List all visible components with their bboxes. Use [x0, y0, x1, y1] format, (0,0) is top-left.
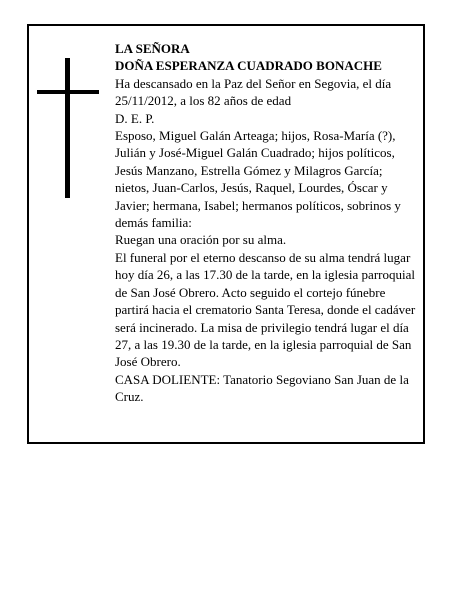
prayer-request: Ruegan una oración por su alma. [115, 232, 287, 248]
family-list: Esposo, Miguel Galán Arteaga; hijos, Rosa-María (?), Julián y José-Miguel Galán Cuadrado; hijos políticos, Jesús Manzano, Estrella Gómez y Milagros García; nietos, Juan-Carlos, Jesús, Raquel, Lourdes, Óscar y Javier; hermana, Isabel; hermanos políticos, sobrinos y demás familia: [115, 128, 401, 231]
cross-vertical-bar [65, 58, 70, 198]
deceased-title: LA SEÑORA [115, 41, 190, 56]
obituary-text [115, 40, 417, 406]
casa-doliente: CASA DOLIENTE: Tanatorio Segoviano San Juan de la Cruz. [115, 371, 409, 405]
deceased-name: DOÑA ESPERANZA CUADRADO BONACHE [115, 58, 382, 74]
latin-cross-icon [37, 58, 99, 198]
dep-line: D. E. P. [115, 110, 155, 126]
cross-horizontal-bar [37, 90, 99, 94]
death-statement: Ha descansado en la Paz del Señor en Segovia, el día 25/11/2012, a los 82 años de edad [115, 75, 392, 109]
funeral-details: El funeral por el eterno descanso de su alma tendrá lugar hoy día 26, a las 17.30 de la tarde, en la iglesia parroquial de San José Obrero. Acto seguido el cortejo fúnebre partirá hacia el crematorio Santa Teresa, donde el cadáver será incinerado. La misa de privilegio tendrá lugar el día 27, a las 19.30 de la tarde, en la iglesia parroquial de San José Obrero. [115, 249, 416, 370]
